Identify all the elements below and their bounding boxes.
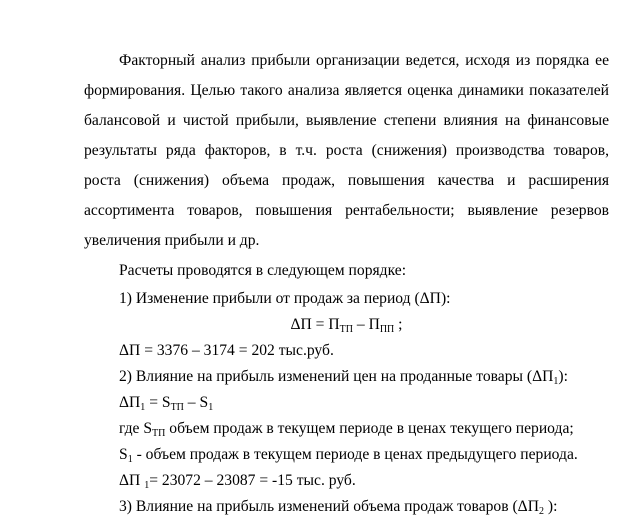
intro-text: Расчеты проводятся в следующем порядке: — [119, 262, 407, 279]
item1-heading: 1) Изменение прибыли от продаж за период (ΔП): — [119, 290, 451, 307]
item1-calc: ΔП = 3376 – 3174 = 202 тыс.руб. — [119, 342, 334, 359]
item3-heading: 3) Влияние на прибыль изменений объема продаж товаров ($\Delta П_2$ ): — [119, 498, 558, 517]
item1-formula: $\Delta П = П_{ТП} - П_{ПП}$ ; — [290, 316, 403, 335]
paragraph-line: роста (снижения) объема продаж, повышения качества и расширения — [84, 172, 609, 189]
paragraph-line: балансовой и чистой прибыли, выявление степени влияния на финансовые — [84, 112, 609, 129]
item2-calc: ΔП $_1$= 23072 – 23087 = -15 тыс. руб. — [119, 472, 356, 491]
item2-formula: $\Delta П_1 = S_{ТП} - S_1$ — [119, 394, 214, 413]
paragraph-line: увеличения прибыли и др. — [84, 232, 260, 249]
item2-where1: где $S_{ТП}$ объем продаж в текущем периоде в ценах текущего периода; — [119, 420, 574, 439]
paragraph-line: Факторный анализ прибыли организации ведется, исходя из порядка ее — [119, 52, 609, 69]
paragraph-line: результаты ряда факторов, в т.ч. роста (снижения) производства товаров, — [84, 142, 609, 159]
paragraph-line: формирования. Целью такого анализа является оценка динамики показателей — [84, 82, 609, 99]
item2-heading: 2) Влияние на прибыль изменений цен на проданные товары $(\Delta П_1)$: — [119, 368, 568, 387]
paragraph-line: ассортимента товаров, повышения рентабельности; выявление резервов — [84, 202, 609, 219]
item2-where2: $S_1$ - объем продаж в текущем периоде в ценах предыдущего периода. — [119, 446, 578, 465]
